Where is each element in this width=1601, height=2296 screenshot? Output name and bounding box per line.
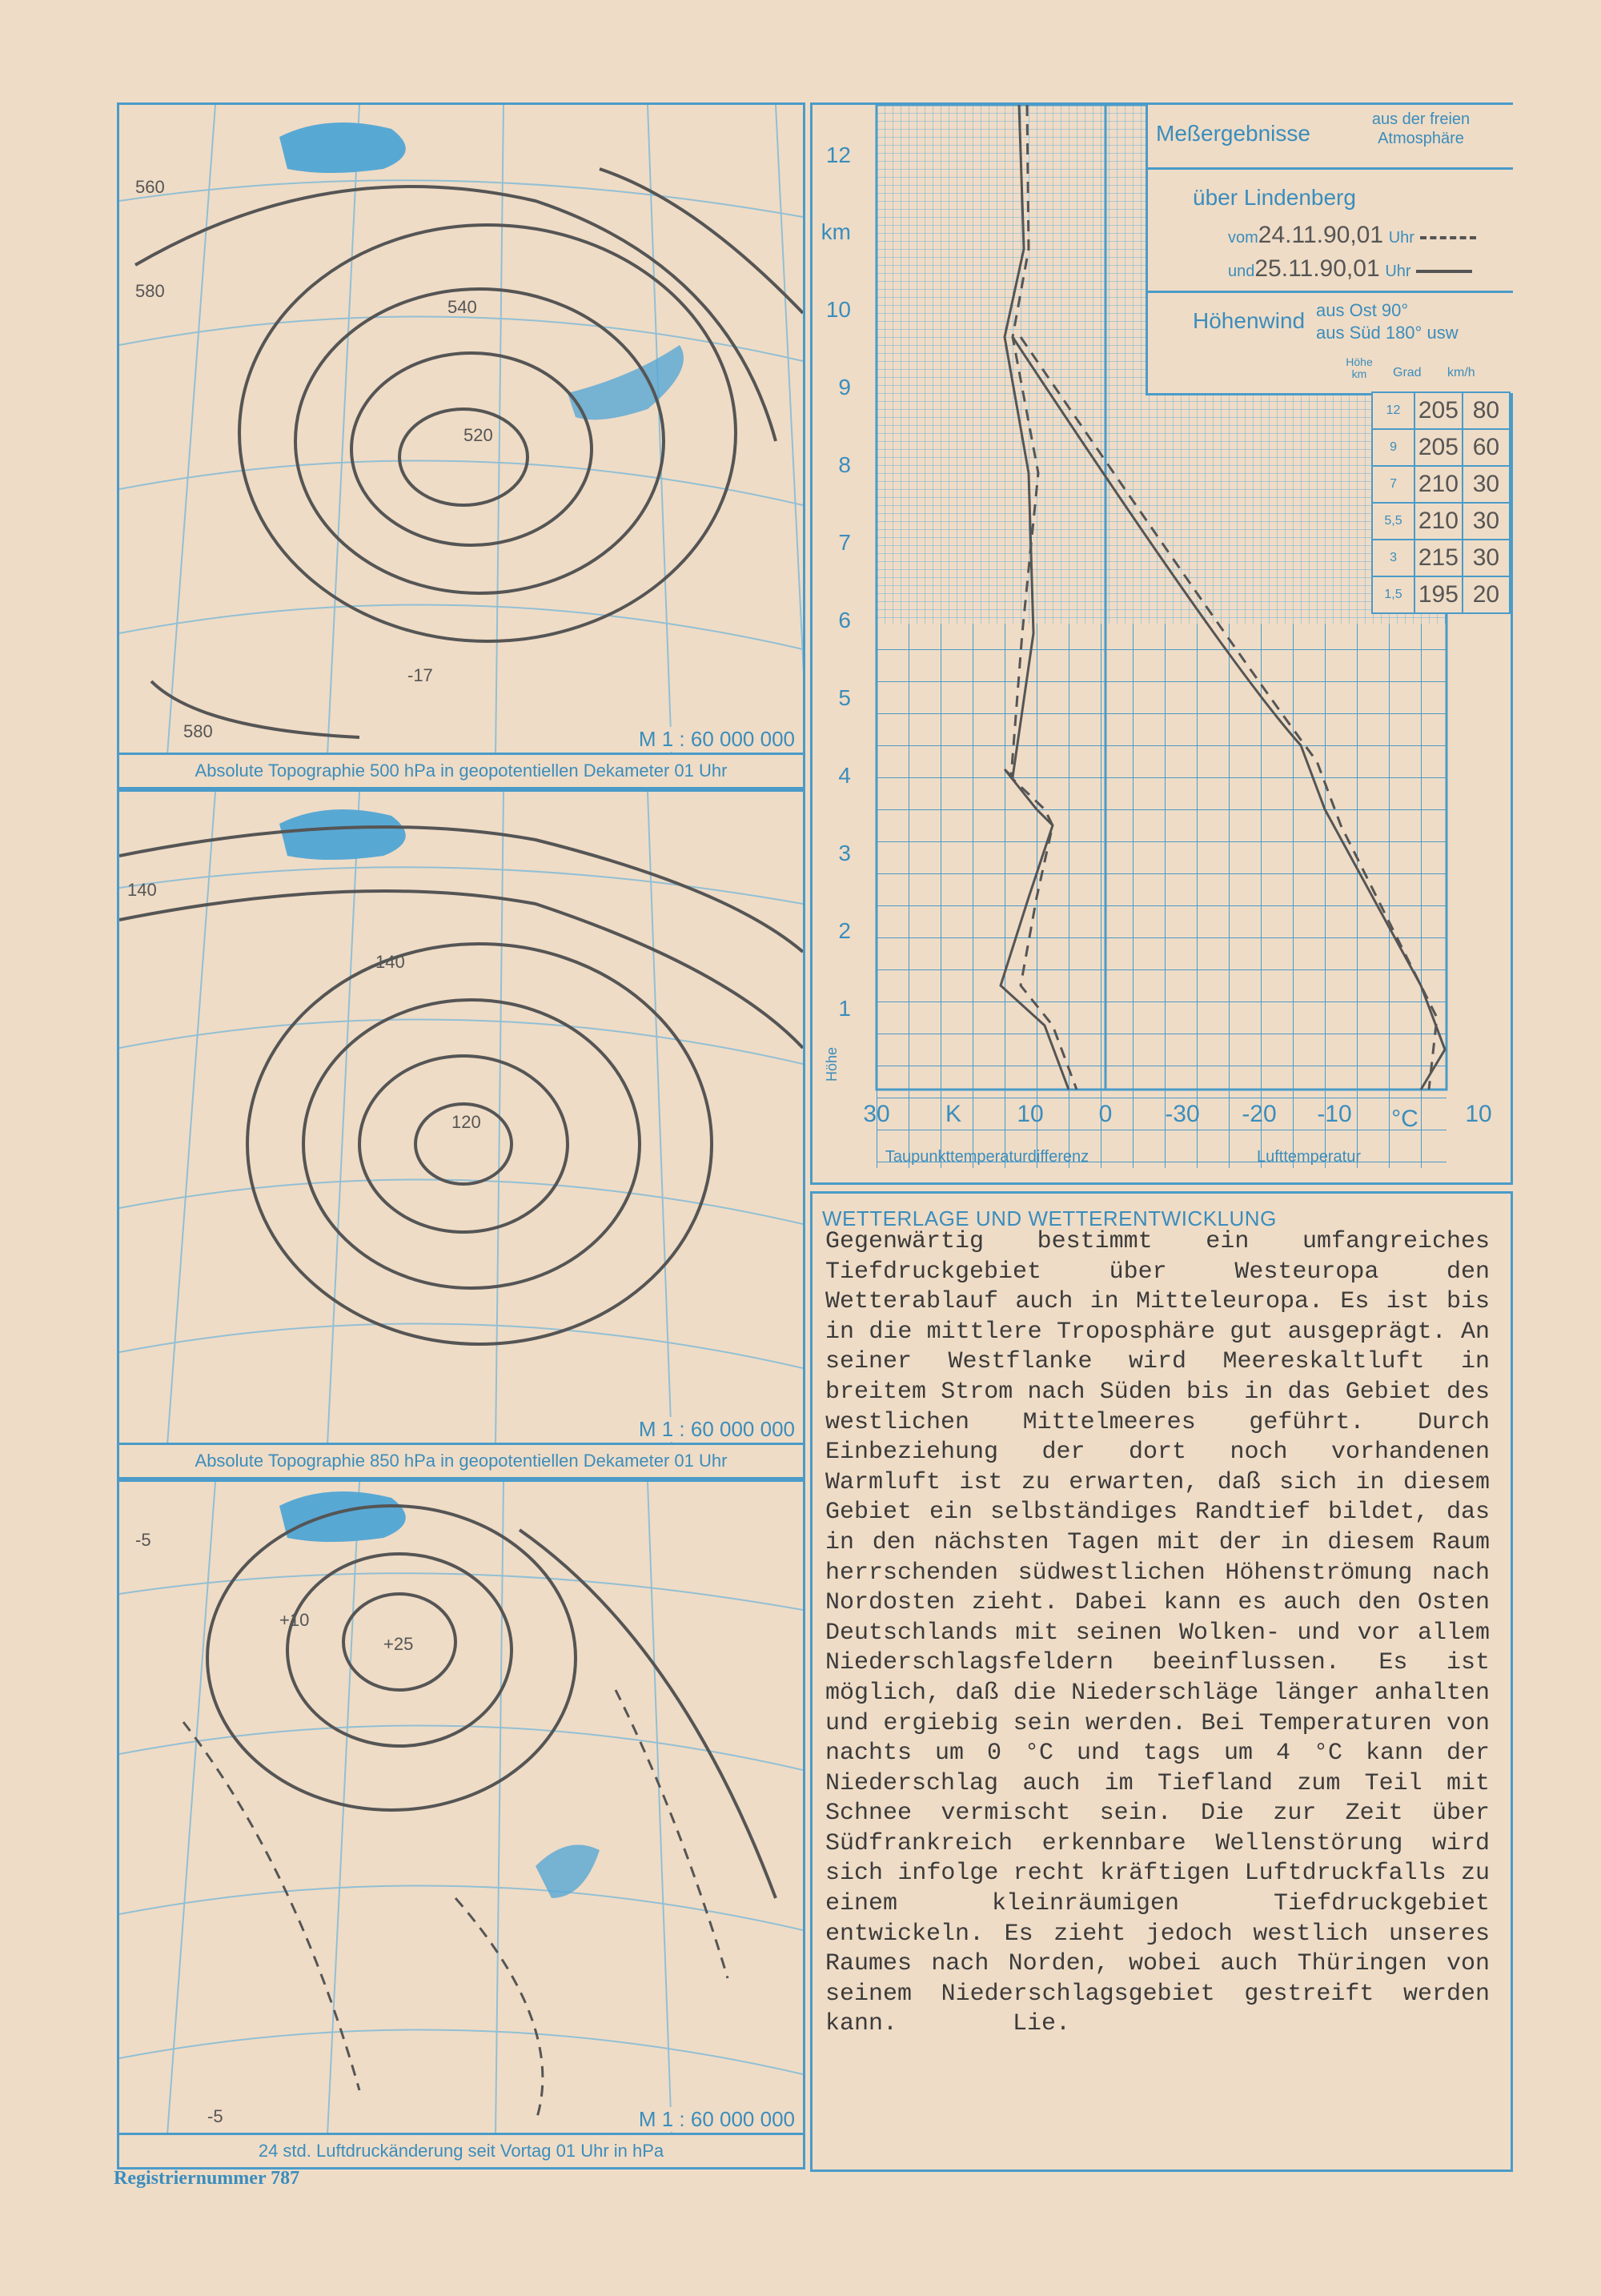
x-tick: 0: [1098, 1101, 1113, 1127]
y-tick-km: km: [821, 219, 851, 244]
svg-text:-5: -5: [207, 2106, 223, 2126]
wind-speed: 30: [1463, 466, 1510, 503]
hoehe-label: Höhe: [824, 1046, 840, 1082]
col-grad-label: Grad: [1393, 366, 1422, 379]
wind-title: Höhenwind: [1193, 308, 1306, 333]
x-label-temperature: Lufttemperatur: [1256, 1148, 1362, 1166]
wind-divider: [1148, 291, 1513, 293]
y-tick: 3: [838, 841, 851, 865]
dashed-line-legend: [1420, 236, 1476, 239]
y-axis-ticks: [821, 142, 851, 1021]
svg-text:580: 580: [183, 721, 213, 741]
col-kmh-label: km/h: [1447, 366, 1475, 379]
date2-prefix: und: [1228, 263, 1255, 280]
map-850hpa-panel: [117, 789, 805, 1479]
wind-height: 7: [1372, 466, 1414, 503]
wind-speed: 30: [1463, 540, 1510, 576]
y-tick: 9: [838, 375, 851, 399]
sounding-subtitle: aus der freien Atmosphäre: [1371, 110, 1471, 147]
date2-suffix: Uhr: [1385, 263, 1411, 280]
table-row: [1372, 429, 1510, 466]
y-tick: 7: [838, 530, 851, 555]
x-tick: 30: [863, 1101, 890, 1127]
wind-direction: 210: [1414, 503, 1463, 540]
wind-height: 3: [1372, 540, 1414, 576]
map-pressure-change: [119, 1482, 803, 2135]
x-tick: -30: [1165, 1101, 1200, 1127]
forecast-text: [825, 1227, 1505, 2040]
svg-text:-5: -5: [135, 1530, 151, 1550]
map-850hpa: [119, 792, 803, 1445]
x-tick: °C: [1391, 1106, 1418, 1132]
x-tick: -10: [1317, 1101, 1352, 1127]
svg-text:+10: +10: [279, 1610, 310, 1630]
wind-note-south: aus Süd 180° usw: [1316, 323, 1459, 343]
wind-table: [1371, 391, 1511, 614]
wind-direction: 205: [1414, 392, 1463, 429]
map-500hpa-caption: Absolute Topographie 500 hPa in geopotentiellen Dekameter 01 Uhr: [119, 753, 803, 787]
registration-number: Registriernummer 787: [114, 2168, 300, 2189]
wind-speed: 80: [1463, 392, 1510, 429]
wind-height: 9: [1372, 429, 1414, 466]
table-row: [1372, 540, 1510, 576]
wind-note-east: aus Ost 90°: [1316, 300, 1409, 320]
forecast-heading: WETTERLAGE UND WETTERENTWICKLUNG: [822, 1206, 1277, 1230]
date1-row: [1228, 222, 1476, 249]
svg-text:560: 560: [135, 177, 165, 197]
x-tick: K: [945, 1101, 962, 1127]
wind-direction: 215: [1414, 540, 1463, 576]
sounding-title-divider: [1148, 167, 1513, 170]
wind-speed: 20: [1463, 576, 1510, 613]
map-pressure-change-scale: M 1 : 60 000 000: [634, 2107, 800, 2132]
svg-text:580: 580: [135, 281, 165, 301]
x-label-dewpoint: Taupunkttemperaturdifferenz: [885, 1148, 1089, 1166]
y-tick: 12: [825, 142, 851, 167]
x-tick: -20: [1242, 1101, 1277, 1127]
svg-text:140: 140: [375, 952, 405, 972]
map-500hpa-scale: M 1 : 60 000 000: [634, 727, 800, 752]
col-height-label: Höhe km: [1346, 355, 1373, 380]
map-850hpa-caption: Absolute Topographie 850 hPa in geopotentiellen Dekameter 01 Uhr: [119, 1443, 803, 1477]
table-row: [1372, 392, 1510, 429]
svg-text:120: 120: [451, 1112, 481, 1132]
svg-text:520: 520: [463, 425, 493, 445]
y-tick: 6: [838, 608, 851, 632]
y-tick: 2: [838, 918, 851, 943]
svg-text:+25: +25: [383, 1634, 414, 1654]
y-tick: 4: [838, 763, 851, 788]
wind-speed: 60: [1463, 429, 1510, 466]
wind-height: 1,5: [1372, 576, 1414, 613]
wind-direction: 205: [1414, 429, 1463, 466]
y-tick: 5: [838, 685, 851, 710]
sounding-panel: [810, 102, 1513, 1185]
wind-speed: 30: [1463, 503, 1510, 540]
x-tick: 10: [1017, 1101, 1044, 1127]
date1-suffix: Uhr: [1388, 229, 1414, 247]
map-pressure-change-panel: [117, 1479, 805, 2170]
forecast-body: Gegenwärtig bestimmt ein umfangreiches Tiefdruckgebiet über Westeuropa den Wetterablauf auch in Mitteleuropa. Es ist bis in die mittlere Troposphäre gut ausgeprägt. An seiner Westflanke wird Meereskaltluft in breitem Strom nach Süden bis in das Gebiet des westlichen Mittelmeeres geführt. Durch Einbeziehung der dort noch vorhandenen Warmluft ist zu erwarten, daß sich in diesem Gebiet ein selbständiges Randtief bildet, das in den nächsten Tagen mit der in diesem Raum herrschenden südwestlichen Höhenströmung nach Nordosten zieht. Dabei kann es auch den Osten Deutschlands mit seinen Wolken- und vor allem Niederschlagsfeldern beeinflussen. Es ist möglich, daß die Niederschläge länger anhalten und ergiebig sein werden. Bei Temperaturen von nachts um 0 °C und tags um 4 °C kann der Niederschlag auch im Tiefland zum Teil mit Schnee vermischt sein. Die zur Zeit über Südfrankreich erkennbare Wellenstörung wird sich infolge recht kräftigen Luftdruckfalls zu einem kleinräumigen Tiefdruckgebiet entwickeln. Es zieht jedoch westlich unseres Raumes nach Norden, wobei auch Thüringen von seinem Niederschlagsgebiet gestreift werden kann.: [825, 1228, 1505, 2038]
table-row: [1372, 576, 1510, 613]
date2-row: [1228, 255, 1472, 283]
sounding-title: Meßergebnisse: [1156, 121, 1310, 146]
date1-prefix: vom: [1228, 229, 1258, 247]
date2-value: 25.11.90,01: [1254, 255, 1380, 282]
wind-direction: 195: [1414, 576, 1463, 613]
map-850hpa-scale: M 1 : 60 000 000: [634, 1417, 800, 1442]
svg-text:-17: -17: [407, 665, 433, 685]
map-500hpa: [119, 105, 803, 755]
y-tick: 10: [825, 297, 851, 322]
sounding-location: über Lindenberg: [1193, 185, 1356, 210]
svg-text:540: 540: [447, 297, 477, 317]
y-tick: 1: [838, 996, 851, 1021]
x-tick: 10: [1465, 1101, 1492, 1127]
table-row: [1372, 466, 1510, 503]
forecast-panel: [810, 1191, 1513, 2172]
svg-text:140: 140: [127, 880, 157, 900]
wind-height: 5,5: [1372, 503, 1414, 540]
wind-height: 12: [1372, 392, 1414, 429]
sounding-header: [1146, 105, 1513, 395]
map-pressure-change-caption: 24 std. Luftdruckänderung seit Vortag 01 Uhr in hPa: [119, 2133, 803, 2167]
wind-direction: 210: [1414, 466, 1463, 503]
solid-line-legend: [1416, 270, 1472, 273]
date1-value: 24.11.90,01: [1258, 222, 1384, 248]
map-500hpa-panel: [117, 102, 805, 789]
table-row: [1372, 503, 1510, 540]
y-tick: 8: [838, 452, 851, 477]
forecast-signature: Lie.: [1013, 2010, 1071, 2038]
